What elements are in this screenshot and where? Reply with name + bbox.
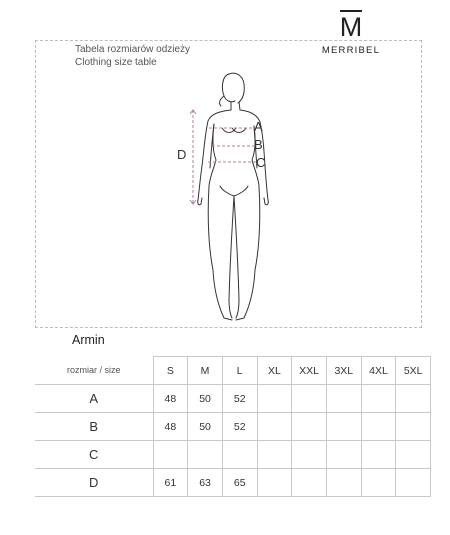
- table-cell: [257, 469, 292, 497]
- table-cell: [326, 413, 361, 441]
- body-outline: [198, 73, 269, 320]
- table-cell: [257, 413, 292, 441]
- table-cell: [257, 385, 292, 413]
- measurement-lines: [190, 110, 258, 204]
- heading-polish: Tabela rozmiarów odzieży: [75, 44, 191, 55]
- brand-name: MERRIBEL: [321, 45, 381, 56]
- size-col-4xl: 4XL: [361, 357, 396, 385]
- table-cell: 63: [188, 469, 223, 497]
- table-cell: [292, 385, 327, 413]
- table-cell: [361, 469, 396, 497]
- product-name: Armin: [72, 333, 105, 347]
- logo-mark: M: [339, 12, 363, 42]
- table-cell: [396, 385, 431, 413]
- table-cell: [292, 441, 327, 469]
- table-cell: [361, 385, 396, 413]
- table-cell: 48: [153, 413, 188, 441]
- table-row: [35, 441, 431, 469]
- table-cell: 52: [222, 385, 257, 413]
- table-cell: [292, 413, 327, 441]
- table-cell: [257, 441, 292, 469]
- size-col-3xl: 3XL: [326, 357, 361, 385]
- table-cell: 52: [222, 413, 257, 441]
- size-col-m: M: [188, 357, 223, 385]
- table-cell: [326, 469, 361, 497]
- size-header-label: rozmiar / size: [35, 357, 153, 385]
- table-cell: 50: [188, 413, 223, 441]
- table-cell: [396, 469, 431, 497]
- row-label-a: A: [35, 385, 153, 413]
- size-col-5xl: 5XL: [396, 357, 431, 385]
- table-cell: [188, 441, 223, 469]
- table-row: [35, 385, 431, 413]
- label-b: B: [254, 137, 263, 152]
- table-cell: 48: [153, 385, 188, 413]
- size-header-row: [35, 357, 431, 385]
- row-label-c: C: [35, 441, 153, 469]
- table-cell: [361, 441, 396, 469]
- table-cell: [292, 469, 327, 497]
- table-row: [35, 469, 431, 497]
- size-table: [35, 356, 431, 497]
- table-cell: [361, 413, 396, 441]
- table-cell: [396, 441, 431, 469]
- label-c: C: [256, 155, 266, 170]
- table-cell: [326, 441, 361, 469]
- table-cell: [326, 385, 361, 413]
- table-cell: 50: [188, 385, 223, 413]
- size-col-xxl: XXL: [292, 357, 327, 385]
- row-label-b: B: [35, 413, 153, 441]
- label-d: D: [177, 147, 187, 162]
- table-cell: [153, 441, 188, 469]
- size-col-l: L: [222, 357, 257, 385]
- table-row: [35, 413, 431, 441]
- size-col-s: S: [153, 357, 188, 385]
- size-col-xl: XL: [257, 357, 292, 385]
- heading-english: Clothing size table: [75, 57, 157, 68]
- table-cell: [222, 441, 257, 469]
- table-cell: [396, 413, 431, 441]
- table-cell: 61: [153, 469, 188, 497]
- label-a: A: [254, 119, 263, 134]
- table-cell: 65: [222, 469, 257, 497]
- row-label-d: D: [35, 469, 153, 497]
